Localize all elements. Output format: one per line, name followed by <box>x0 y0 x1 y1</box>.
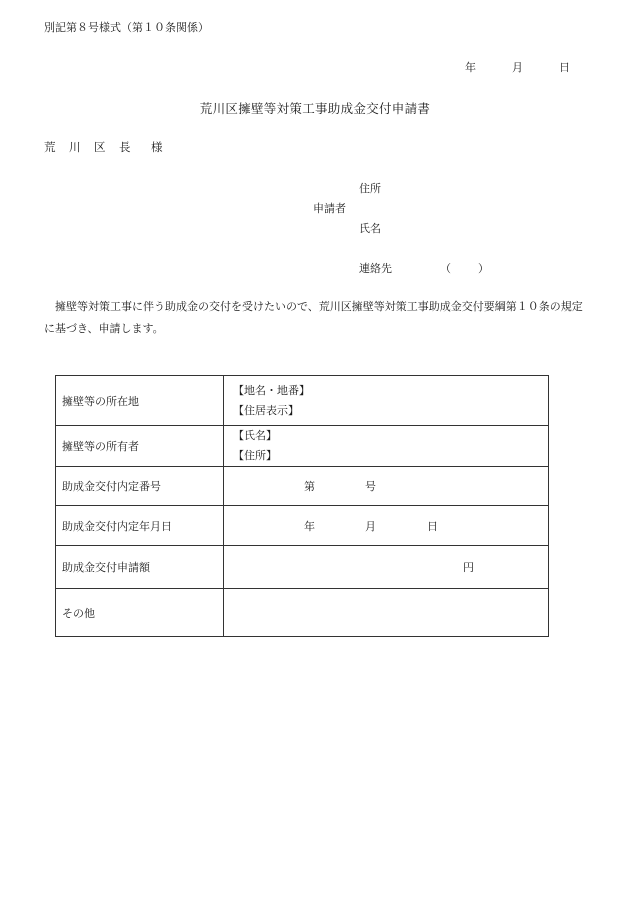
applicant-label: 申請者 <box>313 202 346 215</box>
location-field[interactable] <box>224 376 549 426</box>
owner-field[interactable] <box>224 426 549 467</box>
application-form-table <box>55 375 549 637</box>
owner-name-label: 【氏名】 <box>233 429 277 442</box>
table-row-date <box>56 506 549 546</box>
table-row-owner <box>56 426 549 467</box>
date-day-label: 日 <box>559 61 570 74</box>
location-label: 擁壁等の所在地 <box>56 376 224 426</box>
date-field-year: 年 <box>304 519 315 533</box>
applicant-name-label: 氏名 <box>359 222 381 235</box>
addressee-char-3: 区 <box>94 140 106 154</box>
page-title: 荒川区擁壁等対策工事助成金交付申請書 <box>199 101 431 116</box>
date-field-month: 月 <box>365 519 376 533</box>
form-code: 別記第８号様式（第１０条関係） <box>44 21 209 34</box>
table-row-location <box>56 376 549 426</box>
table-row-number <box>56 467 549 506</box>
date-field-day: 日 <box>427 519 438 533</box>
table-row-other <box>56 589 549 637</box>
date-year-label: 年 <box>465 61 476 74</box>
applicant-contact-label: 連絡先 <box>359 262 392 275</box>
addressee-char-4: 長 <box>119 140 131 154</box>
application-statement-text: 擁壁等対策工事に伴う助成金の交付を受けたいので、荒川区擁壁等対策工事助成金交付要綱第１０条の規定に基づき、申請します。 <box>44 300 583 335</box>
date-field[interactable] <box>224 506 549 546</box>
amount-field[interactable] <box>224 546 549 589</box>
other-label: その他 <box>56 589 224 637</box>
location-address-label: 【住居表示】 <box>233 403 299 417</box>
owner-address-label: 【住所】 <box>233 449 277 462</box>
addressee-char-2: 川 <box>69 140 81 154</box>
date-month-label: 月 <box>512 61 523 74</box>
amount-label: 助成金交付申請額 <box>56 546 224 589</box>
application-statement <box>44 296 589 340</box>
contact-paren-close: ） <box>478 262 489 275</box>
date-label: 助成金交付内定年月日 <box>56 506 224 546</box>
location-lot-number-label: 【地名・地番】 <box>233 383 310 397</box>
addressee-char-1: 荒 <box>44 140 56 154</box>
applicant-address-label: 住所 <box>359 182 381 195</box>
number-prefix: 第 <box>304 480 315 493</box>
amount-unit: 円 <box>463 561 474 574</box>
number-suffix: 号 <box>365 480 376 493</box>
number-field[interactable] <box>224 467 549 506</box>
owner-label: 擁壁等の所有者 <box>56 426 224 467</box>
table-row-amount <box>56 546 549 589</box>
number-label: 助成金交付内定番号 <box>56 467 224 506</box>
contact-paren-open: （ <box>440 262 451 275</box>
other-field[interactable] <box>224 589 549 637</box>
addressee-honorific: 様 <box>151 140 163 154</box>
